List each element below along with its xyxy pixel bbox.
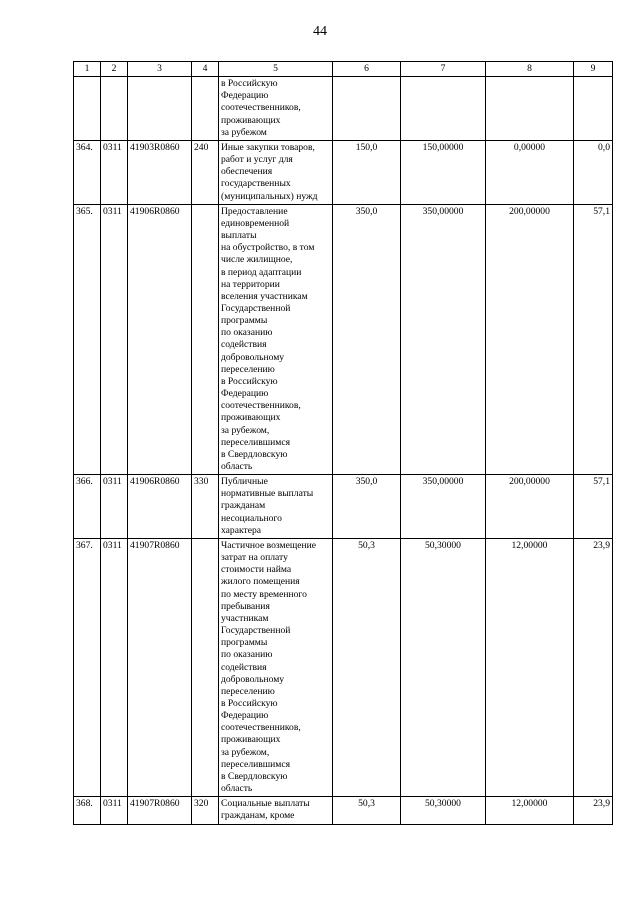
section-code: 0311: [101, 538, 128, 796]
column-header: 1: [74, 62, 101, 77]
item-name: Предоставление единовременной выплаты на обустройство, в том числе жилищное, в период адаптации на территории вселения участникам Государственной программы по оказанию содействия добровольному переселению в Российскую Федерацию соотечественников, проживающих за рубежом, переселившимся в Свердловскую область: [219, 204, 333, 474]
row-number: 366.: [74, 475, 101, 539]
column-header: 2: [101, 62, 128, 77]
target-article-code: 41903R0860: [128, 140, 192, 204]
amount-col6: 350,0: [333, 204, 401, 474]
percent-col9: 23,9: [574, 538, 613, 796]
column-header: 3: [128, 62, 192, 77]
column-header: 7: [401, 62, 486, 77]
amount-col6: [333, 77, 401, 141]
percent-col9: 23,9: [574, 797, 613, 824]
target-article-code: [128, 77, 192, 141]
column-header: 8: [486, 62, 574, 77]
amount-col6: 50,3: [333, 538, 401, 796]
target-article-code: 41907R0860: [128, 538, 192, 796]
target-article-code: 41907R0860: [128, 797, 192, 824]
item-name: в Российскую Федерацию соотечественников, проживающих за рубежом: [219, 77, 333, 141]
item-name: Иные закупки товаров, работ и услуг для обеспечения государственных (муниципальных) нужд: [219, 140, 333, 204]
amount-col6: 50,3: [333, 797, 401, 824]
item-name: Частичное возмещение затрат на оплату стоимости найма жилого помещения по месту временного пребывания участникам Государственной программы по оказанию содействия добровольному переселению в Российскую Федерацию соотечественников, проживающих за рубежом, переселившимся в Свердловскую область: [219, 538, 333, 796]
column-header: 5: [219, 62, 333, 77]
table-row: [74, 797, 613, 824]
table-row: [74, 140, 613, 204]
percent-col9: [574, 77, 613, 141]
expense-type-code: [192, 204, 219, 474]
amount-col8: 200,00000: [486, 204, 574, 474]
target-article-code: 41906R0860: [128, 475, 192, 539]
expense-type-code: 330: [192, 475, 219, 539]
amount-col8: 12,00000: [486, 797, 574, 824]
table-row: [74, 475, 613, 539]
amount-col6: 350,0: [333, 475, 401, 539]
budget-table: [73, 61, 613, 825]
row-number: [74, 77, 101, 141]
amount-col7: [401, 77, 486, 141]
section-code: 0311: [101, 797, 128, 824]
section-code: 0311: [101, 140, 128, 204]
row-number: 364.: [74, 140, 101, 204]
amount-col7: 150,00000: [401, 140, 486, 204]
row-number: 368.: [74, 797, 101, 824]
percent-col9: 57,1: [574, 475, 613, 539]
table-header-row: [74, 62, 613, 77]
percent-col9: 0,0: [574, 140, 613, 204]
amount-col7: 50,30000: [401, 538, 486, 796]
amount-col8: 0,00000: [486, 140, 574, 204]
item-name: Публичные нормативные выплаты гражданам несоциального характера: [219, 475, 333, 539]
amount-col7: 350,00000: [401, 475, 486, 539]
table-row: [74, 204, 613, 474]
amount-col7: 350,00000: [401, 204, 486, 474]
expense-type-code: 320: [192, 797, 219, 824]
target-article-code: 41906R0860: [128, 204, 192, 474]
section-code: [101, 77, 128, 141]
page-number: 44: [313, 24, 327, 39]
row-number: 365.: [74, 204, 101, 474]
item-name: Социальные выплаты гражданам, кроме: [219, 797, 333, 824]
expense-type-code: 240: [192, 140, 219, 204]
amount-col8: [486, 77, 574, 141]
amount-col8: 12,00000: [486, 538, 574, 796]
table-row: [74, 77, 613, 141]
column-header: 9: [574, 62, 613, 77]
section-code: 0311: [101, 204, 128, 474]
expense-type-code: [192, 538, 219, 796]
amount-col7: 50,30000: [401, 797, 486, 824]
amount-col8: 200,00000: [486, 475, 574, 539]
percent-col9: 57,1: [574, 204, 613, 474]
expense-type-code: [192, 77, 219, 141]
table-row: [74, 538, 613, 796]
section-code: 0311: [101, 475, 128, 539]
column-header: 4: [192, 62, 219, 77]
column-header: 6: [333, 62, 401, 77]
amount-col6: 150,0: [333, 140, 401, 204]
row-number: 367.: [74, 538, 101, 796]
